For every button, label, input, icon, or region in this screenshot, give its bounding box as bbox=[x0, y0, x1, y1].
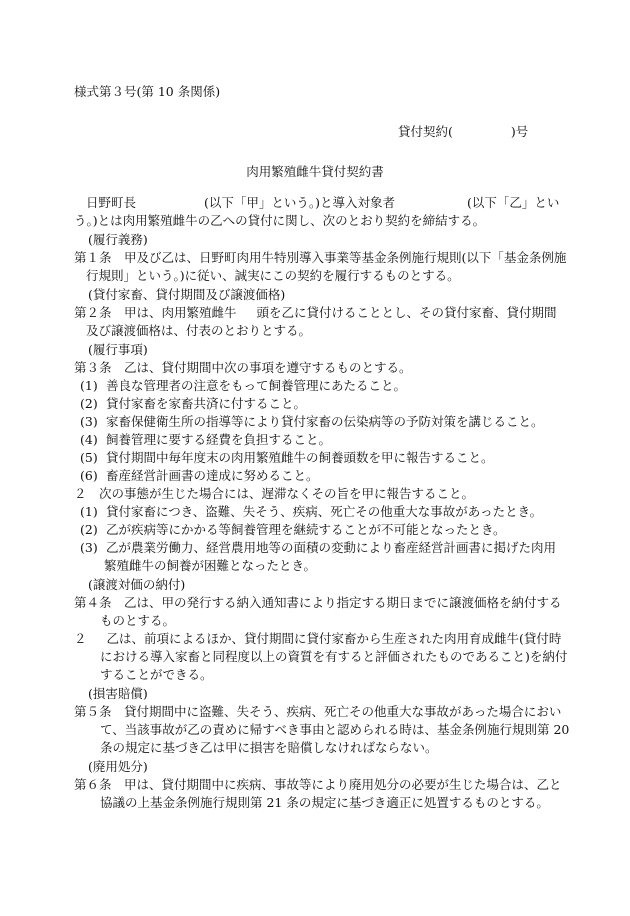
article-4-paragraph-2-line-1 bbox=[74, 630, 562, 648]
intro-line-2: う。)とは肉用繁殖雌牛の乙への貸付に関し、次のとおり契約を締結する。 bbox=[74, 213, 486, 228]
article-2-line-2: 及び譲渡価格は、付表のとおりとする。 bbox=[86, 323, 312, 338]
list-item bbox=[74, 377, 554, 395]
item-text: 畜産経営計画書の達成に努めること。 bbox=[106, 468, 319, 483]
item-text: 飼養管理に要する経費を負担すること。 bbox=[106, 432, 332, 447]
article-3-line-1: 第３条 乙は、貸付期間中次の事項を遵守するものとする。 bbox=[74, 360, 412, 375]
item-text: 貸付期間中毎年度末の肉用繁殖雌牛の飼養頭数を甲に報告すること。 bbox=[106, 450, 494, 465]
item-text: 家畜保健衛生所の指導等により貸付家畜の伝染病等の予防対策を講じること。 bbox=[106, 414, 544, 429]
intro-line-1 bbox=[74, 194, 560, 212]
article-5 bbox=[74, 703, 570, 757]
intro-party-a: (以下「甲」という。)と導入対象者 bbox=[204, 195, 396, 210]
paragraph-text: 乙は、前項によるほか、貸付期間に貸付家畜から生産された肉用育成雌牛(貸付時 bbox=[106, 631, 562, 646]
list-item bbox=[74, 521, 554, 539]
item-number: (5) bbox=[80, 450, 98, 465]
intro-mayor: 日野町長 bbox=[86, 195, 137, 210]
intro-paragraph bbox=[74, 194, 560, 230]
article-1 bbox=[74, 249, 567, 285]
article-1-line-2: 行規則」という。)に従い、誠実にこの契約を履行するものとする。 bbox=[86, 268, 460, 283]
form-number: 様式第３号(第 10 条関係) bbox=[74, 84, 221, 99]
paragraph-number: ２ bbox=[74, 631, 87, 646]
list-item bbox=[74, 413, 554, 431]
article-2-text-b: 頭を乙に貸付けることとし、その貸付家畜、貸付期間 bbox=[256, 305, 557, 320]
item-number: (4) bbox=[80, 432, 98, 447]
list-item bbox=[74, 467, 554, 485]
article-3-paragraph-2: ２ 次の事態が生じた場合には、遅滞なくその旨を甲に報告すること。 bbox=[74, 486, 475, 501]
article-1-heading: (履行義務) bbox=[88, 232, 148, 247]
article-1-line-1: 第１条 甲及び乙は、日野町肉用牛特別導入事業等基金条例施行規則(以下「基金条例施 bbox=[74, 250, 567, 265]
article-2-text-a: 第２条 甲は、肉用繁殖雌牛 bbox=[74, 305, 237, 320]
list-item bbox=[74, 449, 554, 467]
intro-party-b: (以下「乙」とい bbox=[467, 195, 560, 210]
article-4-line-1: 第４条 乙は、甲の発行する納入通知書により指定する期日までに譲渡価格を納付する bbox=[74, 595, 562, 610]
article-3 bbox=[74, 359, 557, 575]
article-2 bbox=[74, 304, 557, 340]
article-6-heading: (廃用処分) bbox=[88, 759, 148, 774]
article-5-line-1: 第５条 貸付期間中に盗難、失そう、疾病、死亡その他重大な事故があった場合におい bbox=[74, 704, 562, 719]
item-number: (1) bbox=[80, 378, 98, 393]
contract-number-prefix: 貸付契約( bbox=[398, 124, 453, 139]
list-item bbox=[74, 539, 557, 557]
item-text: 貸付家畜を家畜共済に付すること。 bbox=[106, 396, 307, 411]
article-4-heading: (譲渡対価の納付) bbox=[88, 577, 186, 592]
contract-number bbox=[398, 123, 528, 141]
document-body bbox=[74, 194, 570, 812]
article-5-heading: (損害賠償) bbox=[88, 686, 148, 701]
list-item bbox=[74, 395, 554, 413]
article-6 bbox=[74, 776, 562, 812]
item-number: (2) bbox=[80, 396, 98, 411]
item-text: 乙が疾病等にかかる等飼養管理を継続することが不可能となったとき。 bbox=[106, 522, 506, 537]
contract-number-suffix: )号 bbox=[510, 124, 529, 139]
item-number: (3) bbox=[80, 540, 98, 555]
item-number: (6) bbox=[80, 468, 98, 483]
article-3-heading: (履行事項) bbox=[88, 342, 148, 357]
article-5-line-2: て、当該事故が乙の責めに帰すべき事由と認められる時は、基金条例施行規則第 20 bbox=[100, 722, 570, 737]
item-text: 善良な管理者の注意をもって飼養管理にあたること。 bbox=[106, 378, 407, 393]
item-text: 乙が農業労働力、経営農用地等の面積の変動により畜産経営計画書に掲げた肉用 bbox=[106, 540, 557, 555]
article-4-line-2: ものとする。 bbox=[100, 613, 176, 628]
document-title: 肉用繁殖雌牛貸付契約書 bbox=[246, 164, 384, 179]
article-4 bbox=[74, 594, 568, 684]
article-2-heading: (貸付家畜、貸付期間及び譲渡価格) bbox=[88, 287, 286, 302]
item-number: (1) bbox=[80, 504, 98, 519]
article-4-paragraph-2-line-2: における導入家畜と同程度以上の資質を有すると評価されたものであること)を納付 bbox=[100, 649, 568, 664]
item-number: (3) bbox=[80, 414, 98, 429]
article-6-line-1: 第６条 甲は、貸付期間中に疾病、事故等により廃用処分の必要が生じた場合は、乙と bbox=[74, 777, 562, 792]
list-item-continuation: 繁殖雌牛の飼養が困難となったとき。 bbox=[104, 558, 317, 573]
article-4-paragraph-2-line-3: することができる。 bbox=[100, 667, 213, 682]
item-number: (2) bbox=[80, 522, 98, 537]
list-item bbox=[74, 503, 554, 521]
list-item bbox=[74, 431, 554, 449]
item-text: 貸付家畜につき、盗難、失そう、疾病、死亡その他重大な事故があったとき。 bbox=[106, 504, 543, 519]
article-2-line-1 bbox=[74, 304, 557, 322]
article-6-line-2: 協議の上基金条例施行規則第 21 条の規定に基づき適正に処置するものとする。 bbox=[100, 795, 549, 810]
article-5-line-3: 条の規定に基づき乙は甲に損害を賠償しなければならない。 bbox=[100, 740, 438, 755]
